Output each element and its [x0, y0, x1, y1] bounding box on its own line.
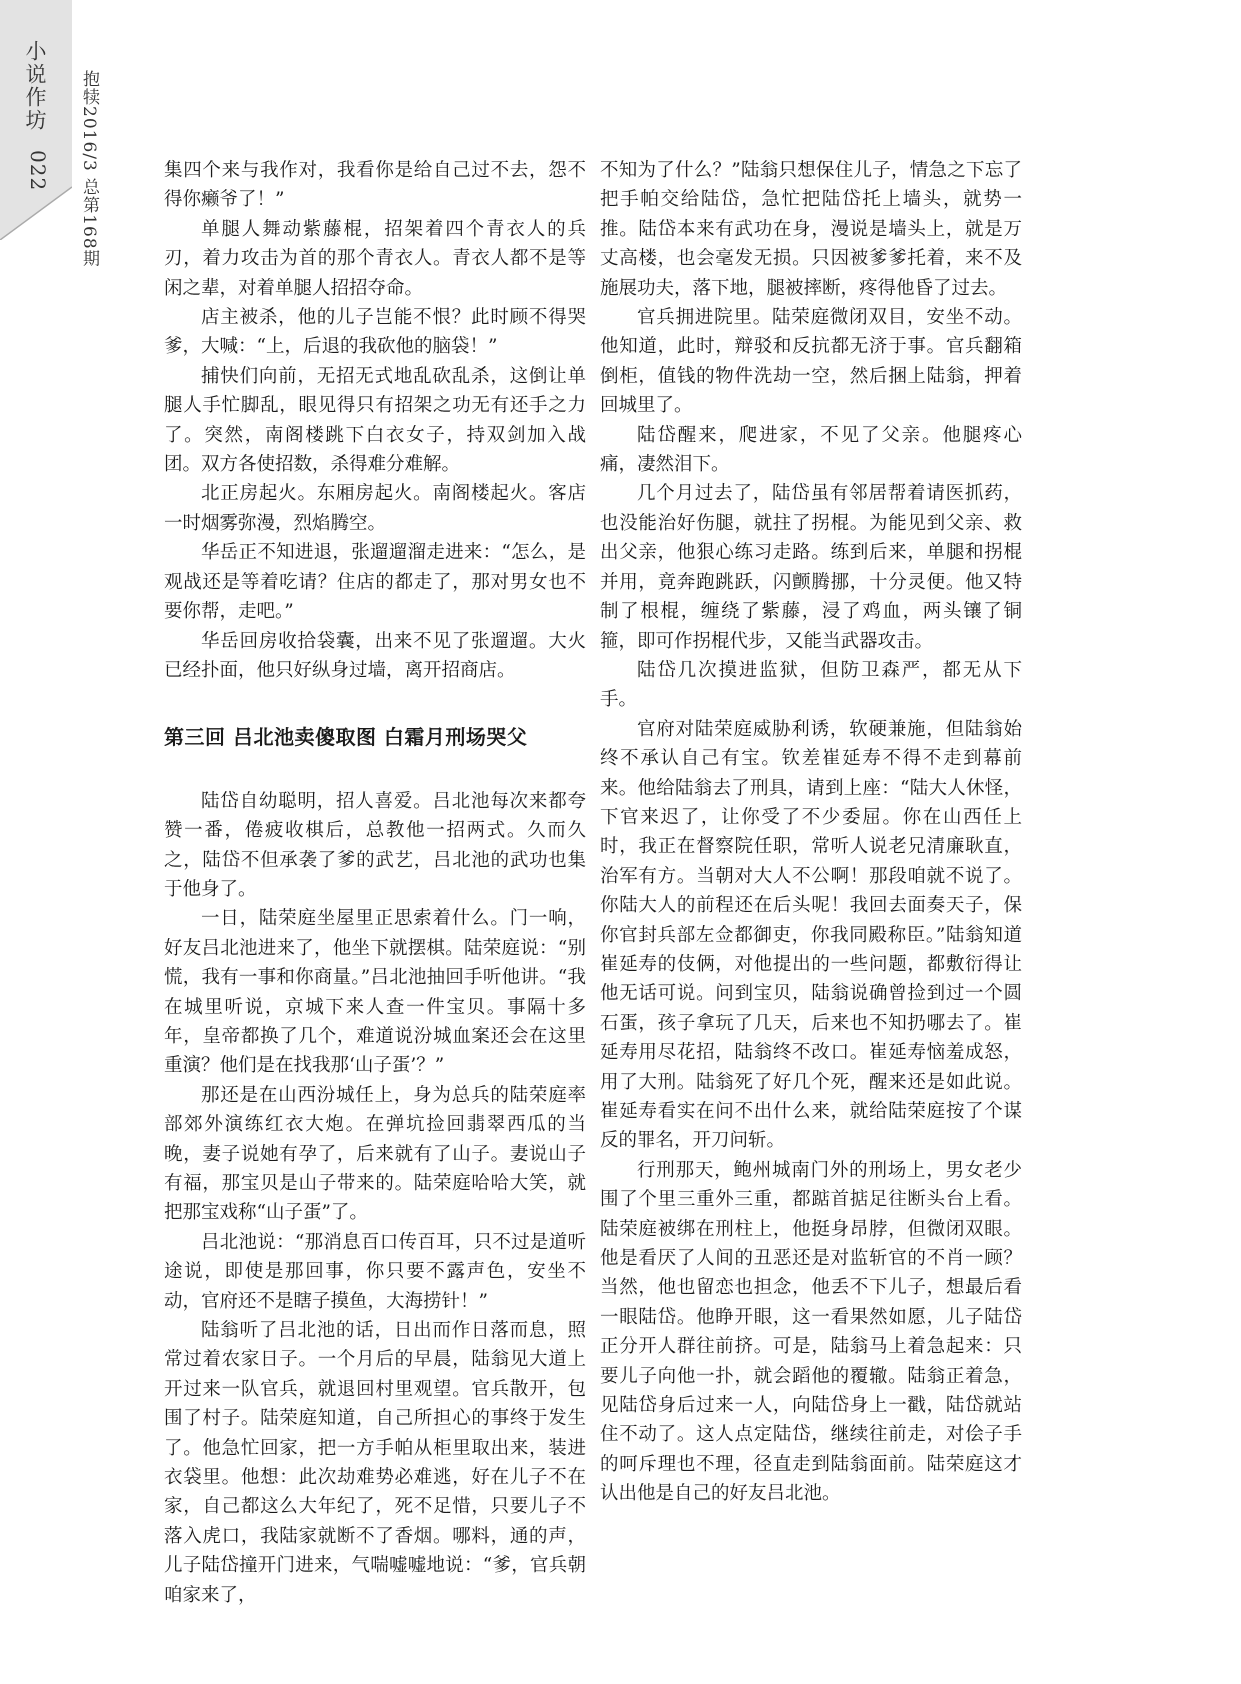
chapter-title: 第三回 吕北池卖傻取图 白霜月刑场哭父 [164, 725, 528, 750]
paragraph: 行刑那天，鲍州城南门外的刑场上，男女老少围了个里三重外三重，都踮首掂足往断头台上看。陆荣庭被绑在刑柱上，他挺身昂脖，但微闭双眼。他是看厌了人间的丑恶还是对监斩官的不肖一顾？当然，他也留恋也担念，他丢不下儿子，想最后看一眼陆岱。他睁开眼，这一看果然如愿，儿子陆岱正分开人群往前挤。可是，陆翁马上着急起来：只要儿子向他一扑，就会蹈他的覆辙。陆翁正着急，见陆岱身后过来一人，向陆岱身上一戳，陆岱就站住不动了。这人点定陆岱，继续往前走，对侩子手的呵斥理也不理，径直走到陆翁面前。陆荣庭这才认出他是自己的好友吕北池。 [600, 1159, 1022, 1505]
paragraph: 陆岱醒来，爬进家，不见了父亲。他腿疼心痛，凄然泪下。 [600, 424, 1022, 476]
paragraph: 店主被杀，他的儿子岂能不恨？此时顾不得哭爹，大喊：“上，后退的我砍他的脑袋！” [164, 307, 586, 358]
paragraph: 集四个来与我作对，我看你是给自己过不去，怨不得你癞爷了！” [164, 160, 586, 211]
paragraph: 单腿人舞动紫藤棍，招架着四个青衣人的兵刃，着力攻击为首的那个青衣人。青衣人都不是等闲之辈，对着单腿人招招夺命。 [164, 218, 586, 299]
paragraph: 几个月过去了，陆岱虽有邻居帮着请医抓药，也没能治好伤腿，就拄了拐棍。为能见到父亲、救出父亲，他狠心练习走路。练到后来，单腿和拐棍并用，竟奔跑跳跃，闪颤腾挪，十分灵便。他又特制了根棍，缠绕了紫藤，浸了鸡血，两头镶了铜箍，即可作拐棍代步，又能当武器攻击。 [600, 483, 1022, 652]
paragraph: 官府对陆荣庭威胁利诱，软硬兼施，但陆翁始终不承认自己有宝。钦差崔延寿不得不走到幕前来。他给陆翁去了刑具，请到上座：“陆大人休怪，下官来迟了，让你受了不少委屈。你在山西任上时，我正在督察院任职，常听人说老兄清廉耿直，治军有方。当朝对大人不公啊！那段咱就不说了。你陆大人的前程还在后头呢！我回去面奏天子，保你官封兵部左佥都御吏，你我同殿称臣。”陆翁知道崔延寿的伎俩，对他提出的一些问题，都敷衍得让他无话可说。问到宝贝，陆翁说确曾捡到过一个圆石蛋，孩子拿玩了几天，后来也不知扔哪去了。崔延寿用尽花招，陆翁终不改口。崔延寿恼羞成怒，用了大刑。陆翁死了好几个死，醒来还是如此说。崔延寿看实在问不出什么来，就给陆荣庭按了个谋反的罪名，开刀问斩。 [600, 718, 1022, 1152]
paragraph: 陆岱几次摸进监狱，但防卫森严，都无从下手。 [600, 659, 1022, 711]
paragraph: 吕北池说：“那消息百口传百耳，只不过是道听途说，即使是那回事，你只要不露声色，安坐不动，官府还不是瞎子摸鱼，大海捞针！” [164, 1231, 586, 1312]
paragraph: 捕快们向前，无招无式地乱砍乱杀，这倒让单腿人手忙脚乱，眼见得只有招架之功无有还手之力了。突然，南阁楼跳下白衣女子，持双剑加入战团。双方各使招数，杀得难分难解。 [164, 365, 586, 476]
paragraph: 陆翁听了吕北池的话，日出而作日落而息，照常过着农家日子。一个月后的早晨，陆翁见大道上开过来一队官兵，就退回村里观望。官兵散开，包围了村子。陆荣庭知道，自己所担心的事终于发生了。他急忙回家，把一方手帕从柜里取出来，装进衣袋里。他想：此次劫难势必难逃，好在儿子不在家，自己都这么大年纪了，死不足惜，只要儿子不落入虎口，我陆家就断不了香烟。哪料，通的声，儿子陆岱撞开门进来，气喘嘘嘘地说：“爹，官兵朝咱家来了， [164, 1320, 586, 1606]
paragraph: 陆岱自幼聪明，招人喜爱。吕北池每次来都夸赞一番，倦疲收棋后，总教他一招两式。久而久之，陆岱不但承袭了爹的武艺，吕北池的武功也集于他身了。 [164, 790, 586, 900]
page-number: 022 [26, 150, 50, 192]
section-label: 小说作坊 [23, 40, 47, 132]
left-column [164, 156, 586, 1610]
right-column [600, 156, 1022, 1509]
paragraph: 不知为了什么？”陆翁只想保住儿子，情急之下忘了把手帕交给陆岱，急忙把陆岱托上墙头，就势一推。陆岱本来有武功在身，漫说是墙头上，就是万丈高楼，也会毫发无损。只因被爹爹托着，来不及施展功夫，落下地，腿被摔断，疼得他昏了过去。 [600, 160, 1022, 299]
paragraph: 一日，陆荣庭坐屋里正思索着什么。门一响，好友吕北池进来了，他坐下就摆棋。陆荣庭说：“别慌，我有一事和你商量。”吕北池抽回手听他讲。“我在城里听说，京城下来人查一件宝贝。事隔十多年，皇帝都换了几个，难道说汾城血案还会在这里重演？他们是在找我那‘山子蛋’？” [164, 908, 586, 1077]
issue-info: 抱犊2016/3 总第168期 [79, 70, 99, 268]
paragraph: 北正房起火。东厢房起火。南阁楼起火。客店一时烟雾弥漫，烈焰腾空。 [164, 483, 586, 534]
paragraph: 那还是在山西汾城任上，身为总兵的陆荣庭率部郊外演练红衣大炮。在弹坑捡回翡翠西瓜的当晚，妻子说她有孕了，后来就有了山子。妻说山子有福，那宝贝是山子带来的。陆荣庭哈哈大笑，就把那宝戏称“山子蛋”了。 [164, 1084, 586, 1224]
paragraph: 官兵拥进院里。陆荣庭微闭双目，安坐不动。他知道，此时，辩驳和反抗都无济于事。官兵翻箱倒柜，值钱的物件洗劫一空，然后捆上陆翁，押着回城里了。 [600, 307, 1022, 417]
paragraph: 华岳回房收拾袋囊，出来不见了张遛遛。大火已经扑面，他只好纵身过墙，离开招商店。 [164, 630, 586, 681]
paragraph: 华岳正不知进退，张遛遛溜走进来：“怎么，是观战还是等着吃请？住店的都走了，那对男女也不要你帮，走吧。” [164, 542, 586, 623]
